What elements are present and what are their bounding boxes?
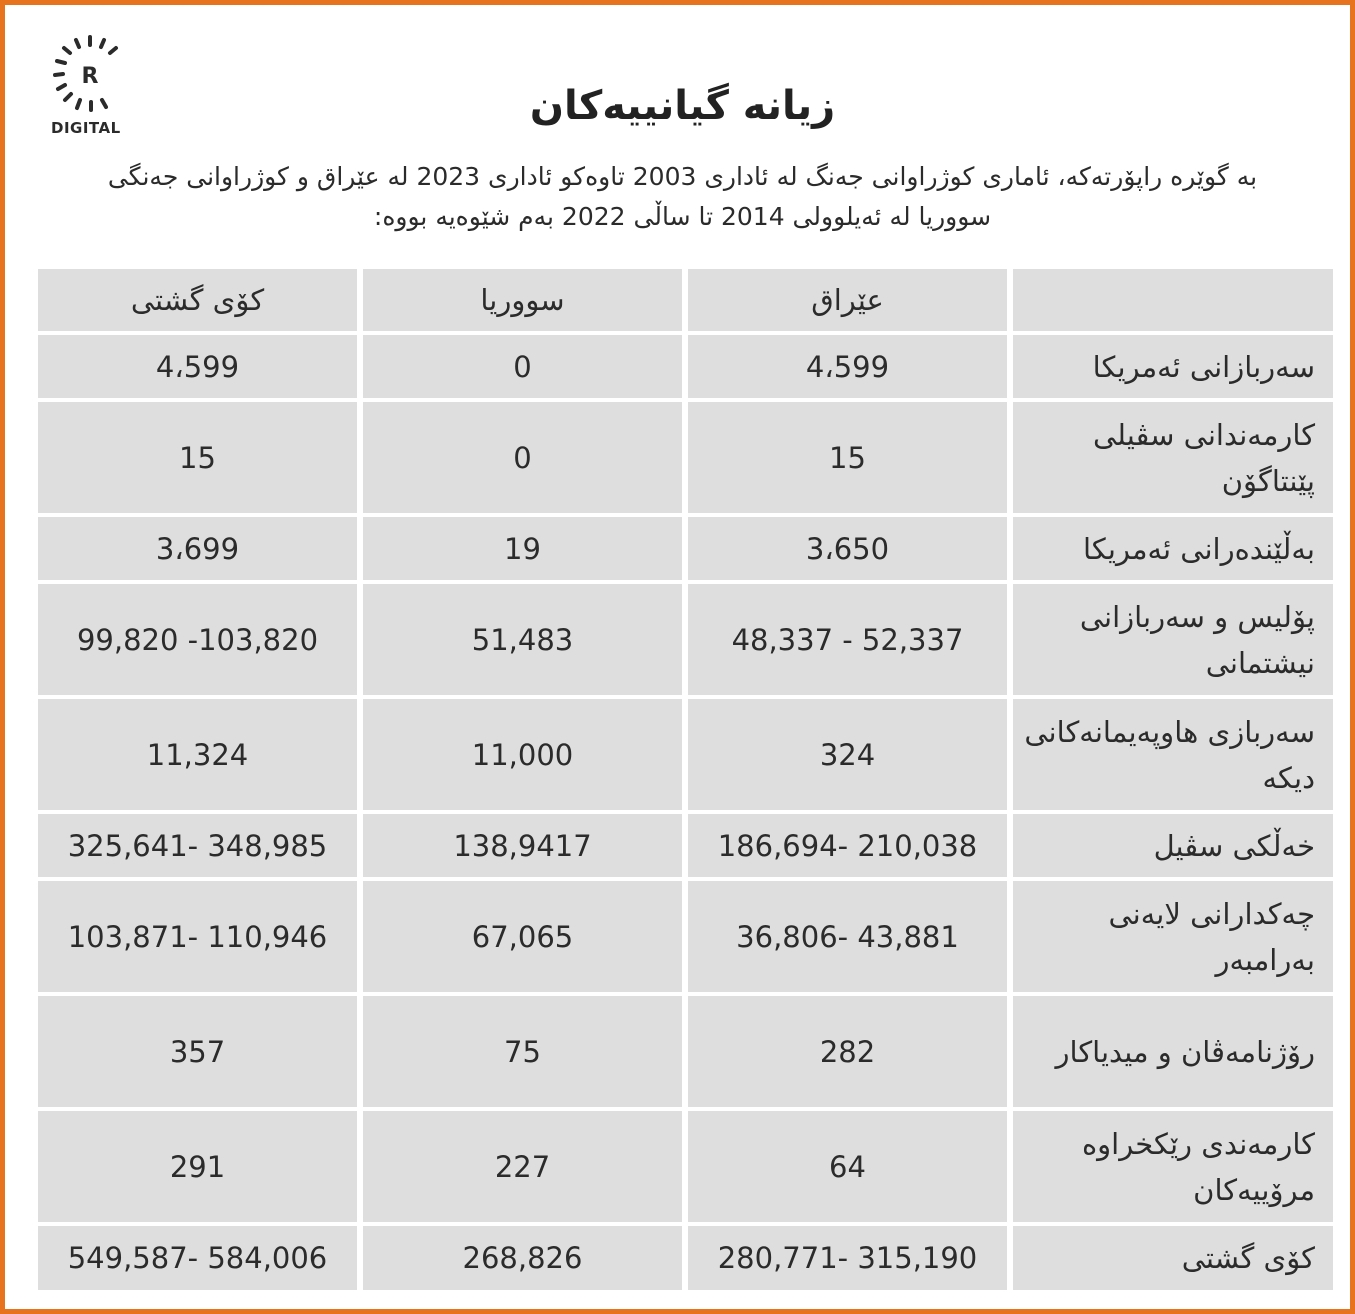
cell-iraq <box>688 996 1007 1107</box>
cell-total-text: 103,871- 110,946 <box>67 919 328 954</box>
cell-total <box>38 881 357 992</box>
cell-total-text: 3،699 <box>155 531 240 566</box>
cell-iraq-text: 282 <box>819 1034 876 1069</box>
cell-iraq-text: 64 <box>829 1149 866 1184</box>
cell-syria <box>363 699 682 810</box>
header-iraq-text: عێراق <box>811 283 884 317</box>
cell-syria-text: 67,065 <box>471 919 574 954</box>
logo-letter: R <box>81 64 99 89</box>
page-subtitle: بە گوێرە راپۆرتەکە، ئاماری کوژراوانی جەنگ لە ئاداری 2003 تاوەکو ئاداری 2023 لە عێراق و کوژراوانی جەنگی سووریا لە ئەیلوولی 2014 تا ساڵی 2022 بەم شێوەیە بووە: <box>107 162 1258 231</box>
cell-total-text: 4،599 <box>155 349 240 384</box>
cell-iraq <box>688 517 1007 580</box>
row-label-text: خەڵکی سڤیل <box>1153 828 1315 863</box>
row-label-text: کارمەندی رێکخراوە مرۆییەکان <box>1081 1126 1315 1207</box>
header-total-text: کۆی گشتی <box>130 283 265 317</box>
cell-iraq-text: 324 <box>819 737 876 772</box>
cell-syria <box>363 584 682 695</box>
cell-total-text: 11,324 <box>146 737 249 772</box>
cell-total-text: 99,820 -103,820 <box>76 622 319 657</box>
cell-iraq-text: 36,806- 43,881 <box>736 919 959 954</box>
cell-syria-text: 138,9417 <box>453 828 592 863</box>
cell-syria-text: 11,000 <box>471 737 574 772</box>
cell-syria <box>363 402 682 513</box>
cell-syria <box>363 1111 682 1222</box>
logo-text: DIGITAL <box>51 119 121 137</box>
cell-iraq <box>688 335 1007 398</box>
row-label <box>1013 996 1333 1107</box>
row-label <box>1013 584 1333 695</box>
cell-syria-text: 75 <box>504 1034 541 1069</box>
row-label <box>1013 335 1333 398</box>
row-label <box>1013 814 1333 877</box>
header-total <box>38 269 357 331</box>
cell-iraq <box>688 402 1007 513</box>
cell-total-text: 325,641- 348,985 <box>67 828 328 863</box>
cell-syria <box>363 1226 682 1290</box>
row-label-text: بەڵێندەرانی ئەمریکا <box>1083 531 1315 566</box>
cell-total <box>38 1226 357 1290</box>
row-label <box>1013 699 1333 810</box>
page-title: زیانە گیانییەکان <box>529 83 836 129</box>
row-label <box>1013 517 1333 580</box>
cell-total <box>38 517 357 580</box>
row-label-text: پۆلیس و سەربازانی نیشتمانی <box>1079 599 1315 680</box>
row-label <box>1013 1111 1333 1222</box>
cell-iraq-text: 4،599 <box>805 349 890 384</box>
cell-syria <box>363 814 682 877</box>
cell-syria <box>363 996 682 1107</box>
cell-iraq <box>688 584 1007 695</box>
row-label-text: سەربازی هاوپەیمانەکانی دیکە <box>1024 714 1315 795</box>
row-label-text: کارمەندانی سڤیلی پێنتاگۆن <box>1092 417 1315 498</box>
row-label <box>1013 402 1333 513</box>
cell-iraq <box>688 814 1007 877</box>
cell-total <box>38 335 357 398</box>
row-label-text: رۆژنامەڤان و میدیاکار <box>1055 1034 1315 1069</box>
cell-syria <box>363 881 682 992</box>
row-label <box>1013 881 1333 992</box>
header-iraq <box>688 269 1007 331</box>
cell-syria <box>363 335 682 398</box>
cell-iraq-text: 15 <box>829 440 866 475</box>
cell-total <box>38 814 357 877</box>
header-syria <box>363 269 682 331</box>
cell-total <box>38 584 357 695</box>
cell-total <box>38 699 357 810</box>
cell-syria-text: 268,826 <box>462 1241 583 1275</box>
cell-iraq <box>688 699 1007 810</box>
cell-syria-text: 227 <box>494 1149 551 1184</box>
cell-total-text: 549,587- 584,006 <box>67 1241 328 1275</box>
cell-iraq <box>688 881 1007 992</box>
row-label-text: سەربازانی ئەمریکا <box>1092 349 1315 384</box>
cell-syria-text: 51,483 <box>471 622 574 657</box>
cell-iraq-text: 186,694- 210,038 <box>717 828 978 863</box>
cell-total <box>38 996 357 1107</box>
row-label-text: چەکدارانی لایەنی بەرامبەر <box>1108 896 1315 977</box>
header-syria-text: سووریا <box>480 283 565 317</box>
cell-total-text: 291 <box>169 1149 226 1184</box>
cell-iraq <box>688 1226 1007 1290</box>
cell-syria-text: 19 <box>504 531 541 566</box>
cell-total-text: 357 <box>169 1034 226 1069</box>
row-label-text: کۆی گشتی <box>1181 1241 1315 1275</box>
cell-syria-text: 0 <box>513 349 532 384</box>
cell-total-text: 15 <box>179 440 216 475</box>
cell-iraq <box>688 1111 1007 1222</box>
cell-iraq-text: 48,337 - 52,337 <box>731 622 964 657</box>
cell-iraq-text: 3،650 <box>805 531 890 566</box>
casualty-table <box>38 269 1333 1290</box>
cell-syria-text: 0 <box>513 440 532 475</box>
cell-syria <box>363 517 682 580</box>
header-empty <box>1013 269 1333 331</box>
cell-total <box>38 402 357 513</box>
cell-total <box>38 1111 357 1222</box>
cell-iraq-text: 280,771- 315,190 <box>717 1241 978 1275</box>
row-label <box>1013 1226 1333 1290</box>
